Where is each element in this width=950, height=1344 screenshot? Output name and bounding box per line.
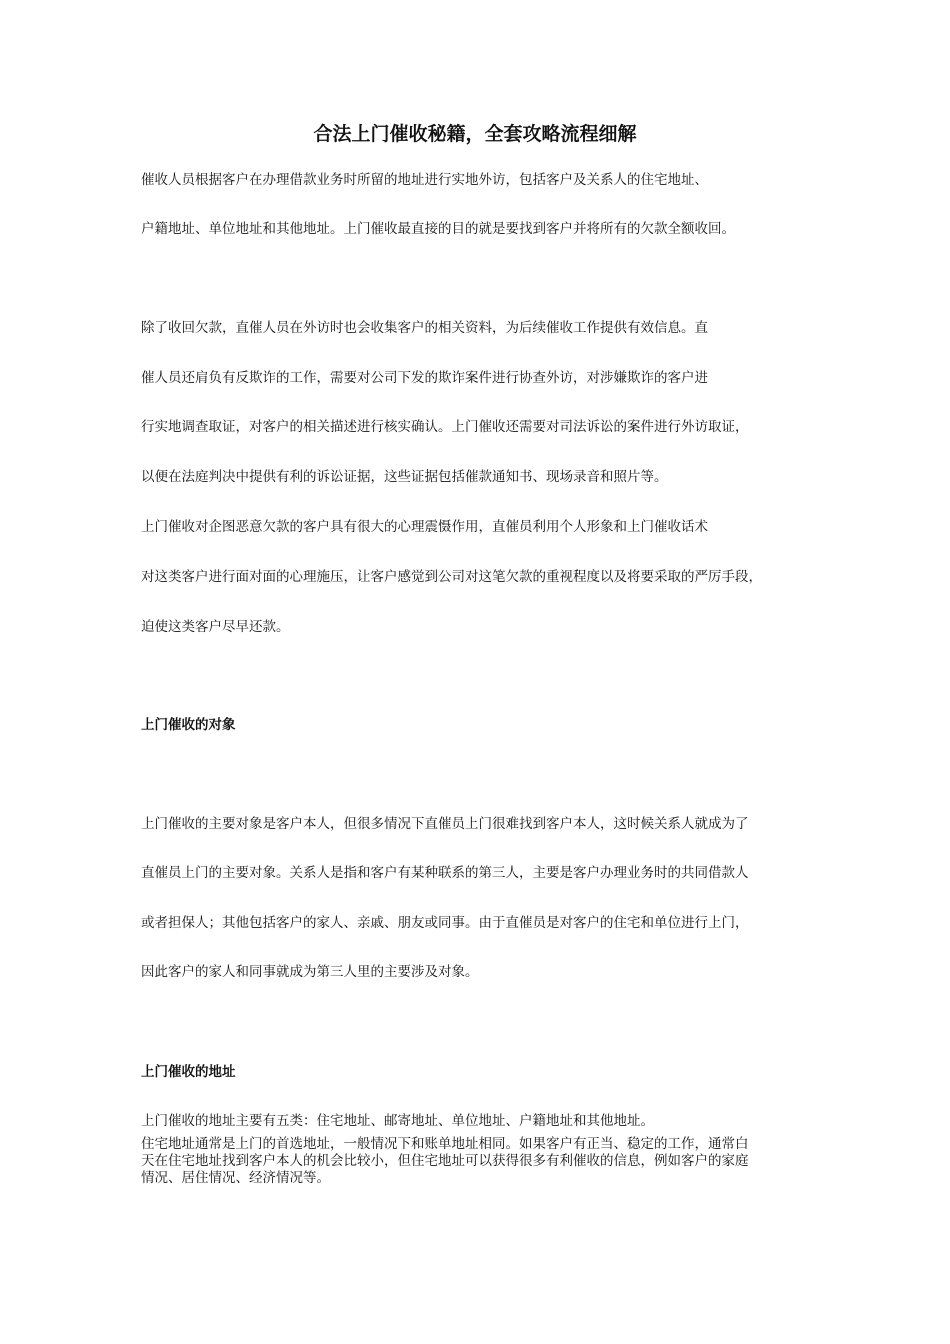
paragraph-1-line-1: 催收人员根据客户在办理借款业务时所留的地址进行实地外访，包括客户及关系人的住宅地址、 (141, 172, 708, 188)
document-title: 合法上门催收秘籍，全套攻略流程细解 (313, 123, 637, 145)
paragraph-2-line-3: 行实地调查取证，对客户的相关描述进行核实确认。上门催收还需要对司法诉讼的案件进行外访取证， (141, 419, 749, 435)
paragraph-4-line-1: 上门催收的主要对象是客户本人，但很多情况下直催员上门很难找到客户本人，这时候关系人就成为了 (141, 816, 749, 832)
paragraph-1-line-2: 户籍地址、单位地址和其他地址。上门催收最直接的目的就是要找到客户并将所有的欠款全额收回。 (141, 221, 735, 237)
paragraph-4-line-3: 或者担保人；其他包括客户的家人、亲戚、朋友或同事。由于直催员是对客户的住宅和单位进行上门， (141, 915, 749, 931)
paragraph-3-line-3: 迫使这类客户尽早还款。 (141, 619, 290, 635)
paragraph-3-line-1: 上门催收对企图恶意欠款的客户具有很大的心理震慑作用，直催员利用个人形象和上门催收话术 (141, 519, 708, 535)
paragraph-2-line-1: 除了收回欠款，直催人员在外访时也会收集客户的相关资料，为后续催收工作提供有效信息。直 (141, 320, 708, 336)
paragraph-6-line-1: 住宅地址通常是上门的首选地址，一般情况下和账单地址相同。如果客户有正当、稳定的工作，通常白 (141, 1136, 749, 1152)
section-heading-targets: 上门催收的对象 (141, 717, 236, 733)
section-heading-addresses: 上门催收的地址 (141, 1064, 236, 1080)
paragraph-6 (141, 1136, 831, 1187)
paragraph-6-line-2: 天在住宅地址找到客户本人的机会比较小，但住宅地址可以获得很多有利催收的信息，例如客户的家庭 (141, 1153, 749, 1169)
paragraph-4-line-2: 直催员上门的主要对象。关系人是指和客户有某种联系的第三人，主要是客户办理业务时的共同借款人 (141, 865, 749, 881)
paragraph-5: 上门催收的地址主要有五类：住宅地址、邮寄地址、单位地址、户籍地址和其他地址。 (141, 1113, 654, 1129)
paragraph-2-line-4: 以便在法庭判决中提供有利的诉讼证据，这些证据包括催款通知书、现场录音和照片等。 (141, 469, 668, 485)
paragraph-4-line-4: 因此客户的家人和同事就成为第三人里的主要涉及对象。 (141, 964, 479, 980)
paragraph-3-line-2: 对这类客户进行面对面的心理施压，让客户感觉到公司对这笔欠款的重视程度以及将要采取的严厉手段， (141, 569, 762, 585)
paragraph-2-line-2: 催人员还肩负有反欺诈的工作，需要对公司下发的欺诈案件进行协查外访，对涉嫌欺诈的客户进 (141, 370, 708, 386)
paragraph-6-line-3: 情况、居住情况、经济情况等。 (141, 1170, 330, 1186)
